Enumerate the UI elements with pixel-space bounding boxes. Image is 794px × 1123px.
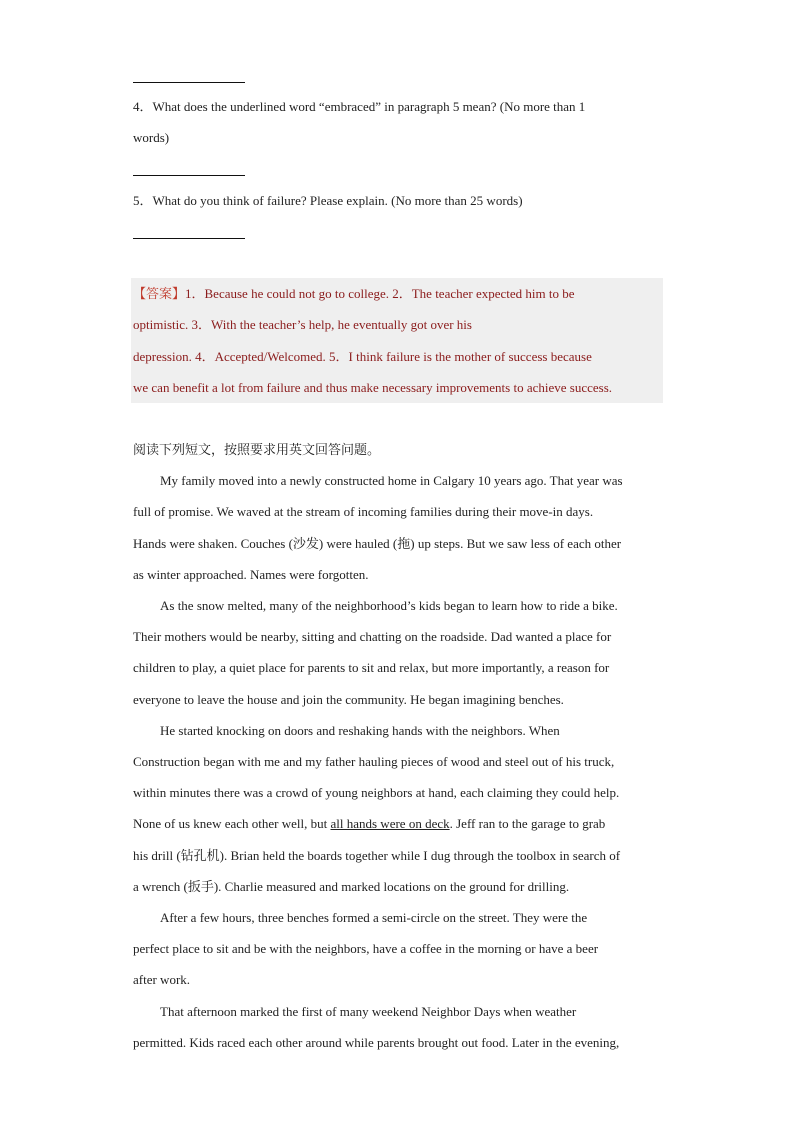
passage-line-5: As the snow melted, many of the neighborhood’s kids began to learn how to ride a bike. bbox=[160, 598, 618, 613]
question-4-line-1: 4．What does the underlined word “embraced” in paragraph 5 mean? (No more than 1 bbox=[133, 99, 586, 114]
passage-line-3: Hands were shaken. Couches (沙发) were hauled (拖) up steps. But we saw less of each other bbox=[133, 536, 622, 551]
answer-box bbox=[131, 278, 663, 403]
answer-line-4: we can benefit a lot from failure and thus make necessary improvements to achieve success. bbox=[133, 380, 613, 395]
answer-line-3: depression. 4．Accepted/Welcomed. 5．I think failure is the mother of success because bbox=[133, 349, 592, 364]
passage-line-16: perfect place to sit and be with the neighbors, have a coffee in the morning or have a beer bbox=[133, 941, 599, 956]
passage-line-2: full of promise. We waved at the stream of incoming families during their move-in days. bbox=[133, 504, 594, 519]
underlined-phrase: all hands were on deck bbox=[330, 816, 450, 831]
instructions: 阅读下列短文，按照要求用英文回答问题。 bbox=[133, 442, 381, 457]
passage-line-18: That afternoon marked the first of many weekend Neighbor Days when weather bbox=[160, 1004, 577, 1019]
passage-line-10: Construction began with me and my father hauling pieces of wood and steel out of his truck, bbox=[133, 754, 615, 769]
passage-line-17: after work. bbox=[133, 972, 191, 987]
answer-blank-4 bbox=[133, 175, 245, 176]
answer-blank-3 bbox=[133, 82, 245, 83]
question-5-line-1: 5．What do you think of failure? Please explain. (No more than 25 words) bbox=[133, 193, 523, 208]
passage-line-13: his drill (钻孔机). Brian held the boards together while I dug through the toolbox in search of bbox=[133, 848, 621, 863]
answer-line-1 bbox=[133, 286, 575, 302]
passage-line-4: as winter approached. Names were forgotten. bbox=[133, 567, 369, 582]
passage-line-11: within minutes there was a crowd of young neighbors at hand, each claiming they could help. bbox=[133, 785, 620, 800]
passage-line-15: After a few hours, three benches formed a semi-circle on the street. They were the bbox=[160, 910, 588, 925]
passage-line-8: everyone to leave the house and join the community. He began imagining benches. bbox=[133, 692, 564, 707]
answer-line-2: optimistic. 3．With the teacher’s help, he eventually got over his bbox=[133, 317, 472, 332]
passage-line-12 bbox=[133, 816, 605, 832]
question-4-line-2: words) bbox=[133, 130, 170, 145]
passage-line-9: He started knocking on doors and reshaking hands with the neighbors. When bbox=[160, 723, 560, 738]
passage-line-19: permitted. Kids raced each other around while parents brought out food. Later in the evening, bbox=[133, 1035, 620, 1050]
passage-line-7: children to play, a quiet place for parents to sit and relax, but more importantly, a reason for bbox=[133, 660, 610, 675]
passage-line-1: My family moved into a newly constructed home in Calgary 10 years ago. That year was bbox=[160, 473, 623, 488]
answer-tag: 【答案】 bbox=[133, 286, 186, 301]
answer-text-1: 1．Because he could not go to college. 2．The teacher expected him to be bbox=[185, 286, 575, 301]
passage-line-12-after: . Jeff ran to the garage to grab bbox=[449, 816, 606, 831]
answer-blank-5 bbox=[133, 238, 245, 239]
passage-line-12-before: None of us knew each other well, but bbox=[133, 816, 331, 831]
passage-line-6: Their mothers would be nearby, sitting and chatting on the roadside. Dad wanted a place for bbox=[133, 629, 612, 644]
passage-line-14: a wrench (扳手). Charlie measured and marked locations on the ground for drilling. bbox=[133, 879, 570, 894]
